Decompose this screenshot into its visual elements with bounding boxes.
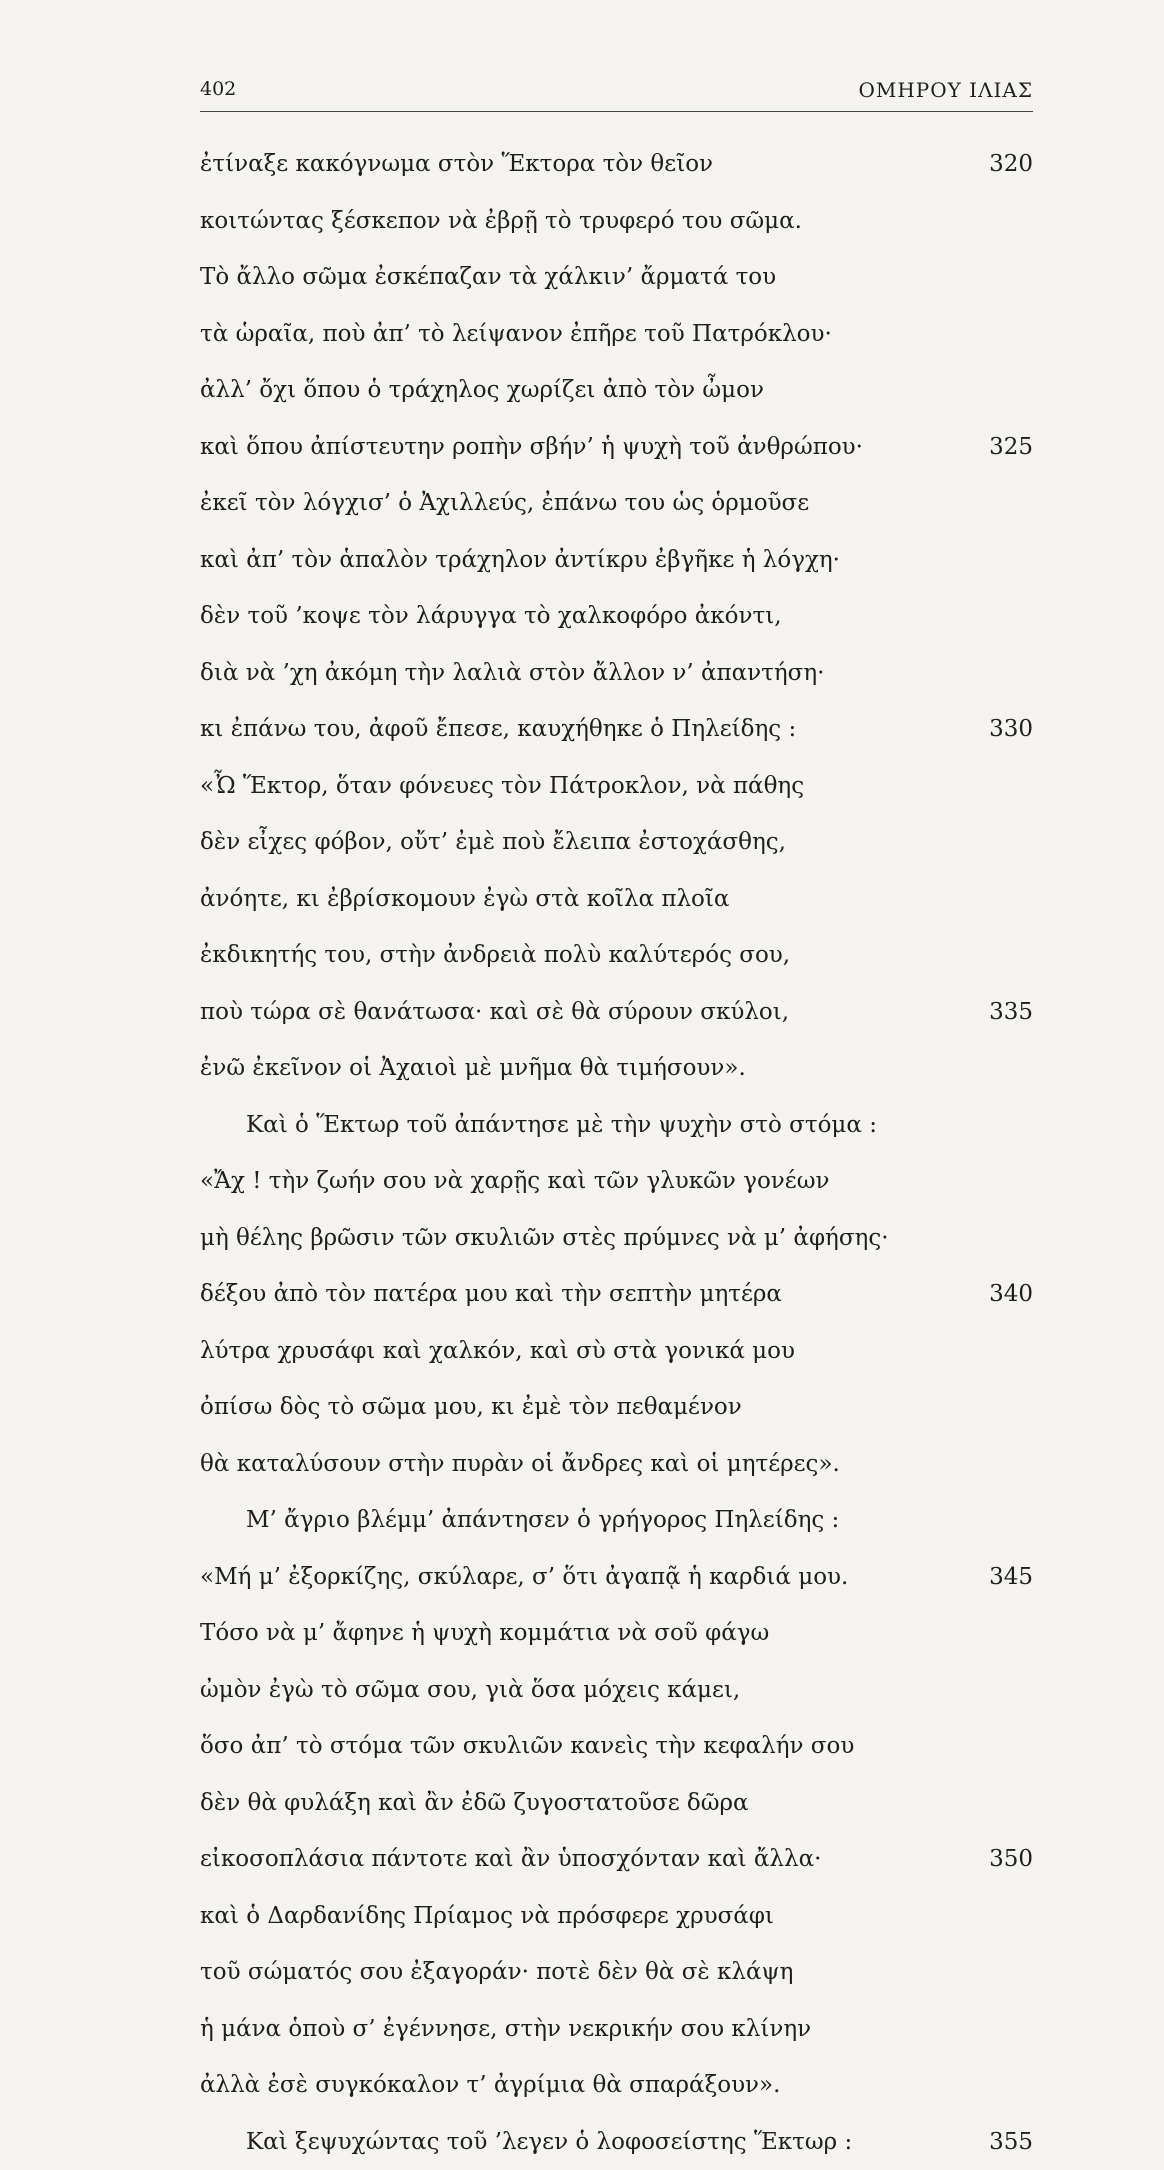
verse-line (200, 1605, 1033, 1662)
verse-line (200, 871, 1033, 927)
verse-text: ἀλλὰ ἐσὲ συγκόκαλον τ’ ἀγρίμια θὰ σπαράξουν». (200, 2072, 781, 2098)
verse-line (200, 2001, 1033, 2057)
verse-line (200, 588, 1033, 645)
verse-line (200, 1492, 1033, 1549)
verse-line (200, 927, 1033, 984)
verse-line (200, 1266, 1033, 1323)
line-number: 345 (989, 1564, 1033, 1590)
line-number: 335 (989, 999, 1033, 1025)
verse-line (200, 1153, 1033, 1210)
line-number: 355 (989, 2129, 1033, 2155)
verse-line (200, 475, 1033, 532)
verse-text: καὶ ὅπου ἀπίστευτην ροπὴν σβήν’ ἡ ψυχὴ τοῦ ἀνθρώπου· (200, 434, 863, 460)
verse-line (200, 1323, 1033, 1379)
verse-line (200, 2114, 1033, 2170)
verse-line (200, 193, 1033, 249)
verse-text: κι ἐπάνω του, ἀφοῦ ἔπεσε, καυχήθηκε ὁ Πηλείδης : (200, 716, 797, 742)
verse-text: μὴ θέλης βρῶσιν τῶν σκυλιῶν στὲς πρύμνες νὰ μ’ ἀφήσης· (200, 1225, 889, 1251)
verse-line (200, 701, 1033, 758)
line-number: 340 (989, 1281, 1033, 1307)
verse-line (200, 1379, 1033, 1436)
verse-line (200, 1549, 1033, 1605)
verse-line (200, 1662, 1033, 1718)
page-header (200, 72, 1033, 112)
verse-text: διὰ νὰ ’χη ἀκόμη τὴν λαλιὰ στὸν ἄλλον ν’ ἀπαντήση· (200, 660, 825, 686)
verse-line (200, 1944, 1033, 2001)
verse-text: ἐτίναξε κακόγνωμα στὸν Ἕκτορα τὸν θεῖον (200, 151, 714, 177)
header-rule (200, 111, 1033, 112)
verse-text: κοιτώντας ξέσκεπον νὰ ἐβρῇ τὸ τρυφερό του σῶμα. (200, 208, 802, 234)
verse-line (200, 2057, 1033, 2114)
verse-text: τὰ ὡραῖα, ποὺ ἀπ’ τὸ λείψανον ἐπῆρε τοῦ Πατρόκλου· (200, 321, 832, 347)
verse-line (200, 362, 1033, 419)
verse-text: ὠμὸν ἐγὼ τὸ σῶμα σου, γιὰ ὅσα μόχεις κάμει, (200, 1677, 741, 1703)
verse-text: δέξου ἀπὸ τὸν πατέρα μου καὶ τὴν σεπτὴν μητέρα (200, 1281, 782, 1307)
verse-line (200, 306, 1033, 362)
verse-text: θὰ καταλύσουν στὴν πυρὰν οἱ ἄνδρες καὶ οἱ μητέρες». (200, 1451, 840, 1477)
verse-text: ἐκεῖ τὸν λόγχισ’ ὁ Ἀχιλλεύς, ἐπάνω του ὡς ὁρμοῦσε (200, 490, 810, 516)
verse-text: δὲν εἶχες φόβον, οὔτ’ ἐμὲ ποὺ ἔλειπα ἐστοχάσθης, (200, 829, 786, 855)
verse-text: ἀνόητε, κι ἐβρίσκομουν ἐγὼ στὰ κοῖλα πλοῖα (200, 886, 730, 912)
verse-line (200, 1210, 1033, 1266)
verse-text: ἀλλ’ ὄχι ὅπου ὁ τράχηλος χωρίζει ἀπὸ τὸν ὦμον (200, 377, 764, 403)
verse-text: Καὶ ὁ Ἕκτωρ τοῦ ἀπάντησε μὲ τὴν ψυχὴν στὸ στόμα : (246, 1112, 877, 1138)
verse-line (200, 1718, 1033, 1775)
verse-line (200, 814, 1033, 871)
verse-text: ἡ μάνα ὁποὺ σ’ ἐγέννησε, στὴν νεκρικήν σου κλίνην (200, 2016, 812, 2042)
verse-text: «Μή μ’ ἐξορκίζης, σκύλαρε, σ’ ὅτι ἀγαπᾷ ἡ καρδιά μου. (200, 1564, 849, 1590)
verse-text: ποὺ τώρα σὲ θανάτωσα· καὶ σὲ θὰ σύρουν σκύλοι, (200, 999, 790, 1025)
verse-line (200, 984, 1033, 1040)
verse-text: Καὶ ξεψυχώντας τοῦ ’λεγεν ὁ λοφοσείστης Ἕκτωρ : (246, 2129, 853, 2155)
line-number: 350 (989, 1846, 1033, 1872)
verse-line (200, 532, 1033, 588)
verse-body (200, 136, 1033, 2170)
line-number: 320 (989, 151, 1033, 177)
line-number: 325 (989, 434, 1033, 460)
verse-line (200, 419, 1033, 475)
verse-text: καὶ ὁ Δαρδανίδης Πρίαμος νὰ πρόσφερε χρυσάφι (200, 1903, 774, 1929)
verse-text: δὲν θὰ φυλάξη καὶ ἂν ἐδῶ ζυγοστατοῦσε δῶρα (200, 1790, 749, 1816)
verse-text: τοῦ σώματός σου ἐξαγοράν· ποτὲ δὲν θὰ σὲ κλάψη (200, 1959, 794, 1985)
page-number: 402 (200, 78, 237, 100)
verse-line (200, 1097, 1033, 1153)
verse-line (200, 1436, 1033, 1492)
verse-line (200, 1040, 1033, 1097)
verse-text: Τὸ ἄλλο σῶμα ἐσκέπαζαν τὰ χάλκιν’ ἄρματά του (200, 264, 777, 290)
verse-text: Μ’ ἄγριο βλέμμ’ ἀπάντησεν ὁ γρήγορος Πηλείδης : (246, 1507, 840, 1533)
verse-text: «Ἄχ ! τὴν ζωήν σου νὰ χαρῇς καὶ τῶν γλυκῶν γονέων (200, 1168, 830, 1194)
verse-line (200, 249, 1033, 306)
verse-text: ὀπίσω δὸς τὸ σῶμα μου, κι ἐμὲ τὸν πεθαμένον (200, 1394, 742, 1420)
verse-line (200, 1831, 1033, 1888)
line-number: 330 (989, 716, 1033, 742)
verse-text: καὶ ἀπ’ τὸν ἁπαλὸν τράχηλον ἀντίκρυ ἐβγῆκε ἡ λόγχη· (200, 547, 840, 573)
verse-text: εἰκοσοπλάσια πάντοτε καὶ ἂν ὑποσχόνταν καὶ ἄλλα· (200, 1846, 822, 1872)
verse-text: «Ὦ Ἕκτορ, ὅταν φόνευες τὸν Πάτροκλον, νὰ πάθης (200, 773, 805, 799)
verse-line (200, 1888, 1033, 1944)
verse-text: λύτρα χρυσάφι καὶ χαλκόν, καὶ σὺ στὰ γονικά μου (200, 1338, 795, 1364)
verse-text: Τόσο νὰ μ’ ἄφηνε ἡ ψυχὴ κομμάτια νὰ σοῦ φάγω (200, 1620, 770, 1646)
verse-line (200, 645, 1033, 701)
verse-text: δὲν τοῦ ’κοψε τὸν λάρυγγα τὸ χαλκοφόρο ἀκόντι, (200, 603, 782, 629)
verse-text: ἐνῶ ἐκεῖνον οἱ Ἀχαιοὶ μὲ μνῆμα θὰ τιμήσουν». (200, 1055, 746, 1081)
verse-line (200, 1775, 1033, 1831)
verse-text: ἐκδικητής του, στὴν ἀνδρειὰ πολὺ καλύτερός σου, (200, 942, 791, 968)
verse-line (200, 136, 1033, 193)
verse-line (200, 758, 1033, 814)
verse-text: ὅσο ἀπ’ τὸ στόμα τῶν σκυλιῶν κανεὶς τὴν κεφαλήν σου (200, 1733, 855, 1759)
running-title: ΟΜΗΡΟΥ ΙΛΙΑΣ (858, 78, 1033, 102)
